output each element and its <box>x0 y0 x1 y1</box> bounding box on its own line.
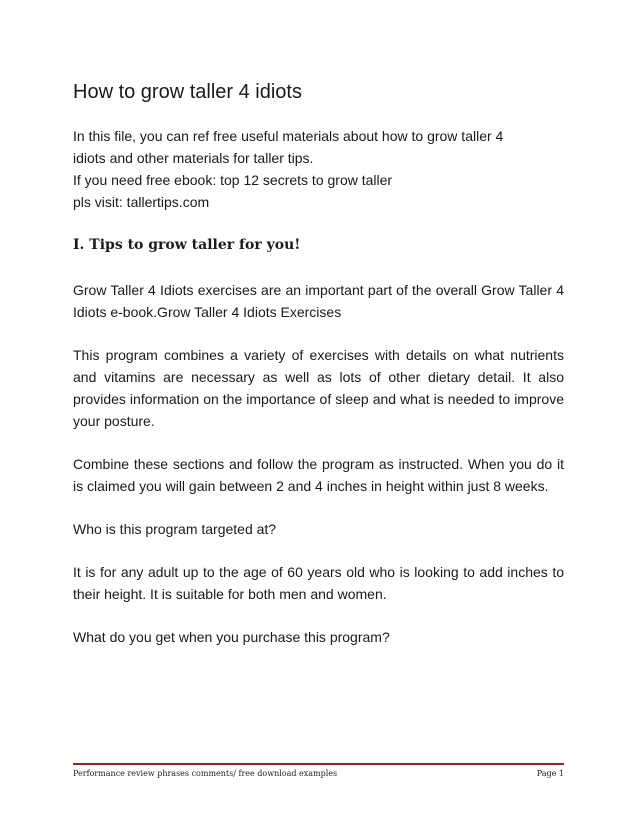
body-paragraph: This program combines a variety of exercises with details on what nutrients and vitamins are necessary as well as lots of other dietary detail. It also provides information on the importance of sleep and what is needed to improve your posture. <box>73 347 564 429</box>
intro-line: If you need free ebook: top 12 secrets to grow taller <box>73 172 393 188</box>
page-content <box>73 77 564 669</box>
intro-line: In this file, you can ref free useful materials about how to grow taller 4 <box>73 128 504 144</box>
body-paragraph: It is for any adult up to the age of 60 years old who is looking to add inches to their height. It is suitable for both men and women. <box>73 564 564 602</box>
body-paragraph: Combine these sections and follow the program as instructed. When you do it is claimed you will gain between 2 and 4 inches in height within just 8 weeks. <box>73 456 564 494</box>
intro-paragraph <box>73 125 564 213</box>
question-paragraph: What do you get when you purchase this program? <box>73 629 390 645</box>
document-title: How to grow taller 4 idiots <box>73 81 302 103</box>
section-heading: I. Tips to grow taller for you! <box>73 237 301 253</box>
question-paragraph: Who is this program targeted at? <box>73 521 277 537</box>
page-footer <box>73 763 564 780</box>
footer-left-text: Performance review phrases comments/ free download examples <box>73 769 338 778</box>
footer-rule <box>73 763 564 765</box>
intro-line: idiots and other materials for taller tips. <box>73 150 314 166</box>
footer-text-row <box>73 768 564 780</box>
body-paragraph: Grow Taller 4 Idiots exercises are an important part of the overall Grow Taller 4 Idiots e-book.Grow Taller 4 Idiots Exercises <box>73 282 564 320</box>
intro-line: pls visit: tallertips.com <box>73 194 210 210</box>
page-number: Page 1 <box>536 769 564 778</box>
